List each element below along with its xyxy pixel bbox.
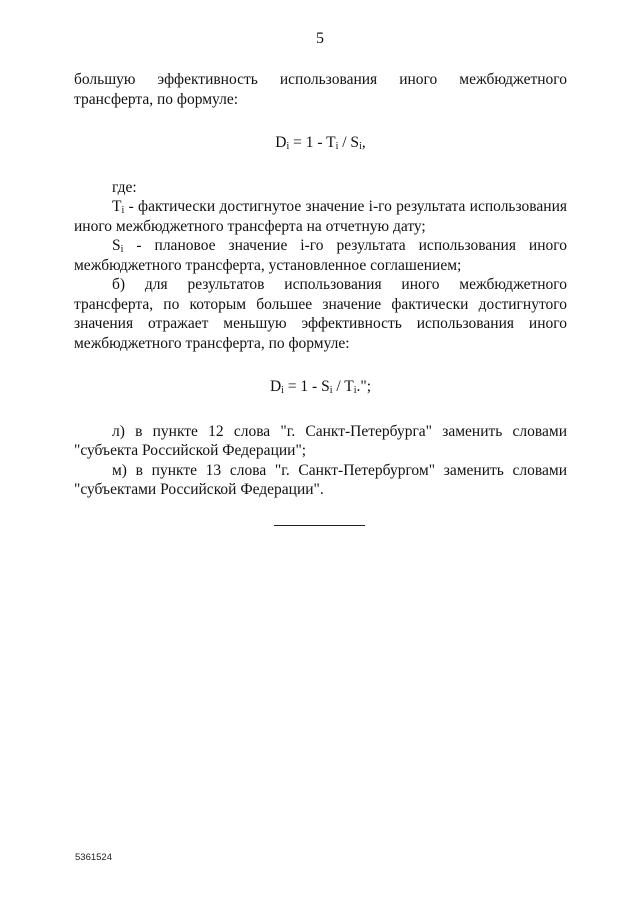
formula-1-lhs: D [275,134,287,151]
definition-t [74,197,567,236]
formula-1-s-sub: i [359,141,362,152]
definition-s [74,236,567,275]
page-number: 5 [316,30,324,47]
formula-2 [74,377,567,397]
formula-1-tail: , [361,134,366,151]
formula-1-slash: / S [338,134,360,151]
definition-s-text: - плановое значение i-го результата использования иного межбюджетного трансферта, установленное соглашением; [74,237,567,274]
section-divider-line [274,525,365,526]
formula-2-t-sub: i [353,385,357,396]
where-label: где: [112,178,137,196]
formula-2-eq: = 1 - S [283,378,330,395]
definition-t-sub: i [121,205,125,216]
formula-2-lhs: D [269,378,282,395]
formula-1-lhs-sub: i [286,141,290,152]
formula-1 [74,133,567,153]
formula-1-t-sub: i [335,141,339,152]
item-m-paragraph: м) в пункте 13 слова "г. Санкт-Петербургом" заменить словами "субъектами Российской Федерации". [74,461,567,498]
item-b-paragraph: б) для результатов использования иного межбюджетного трансферта, по которым большее значение фактически достигнутого значения отражает меньшую эффективность использования иного межбюджетного трансферта, по формуле: [74,276,567,352]
formula-2-s-sub: i [329,385,333,396]
definition-t-text: - фактически достигнутое значение i-го результата использования иного межбюджетного трансферта на отчетную дату; [74,198,567,235]
formula-2-tail: ."; [356,378,372,395]
intro-paragraph: большую эффективность использования иного межбюджетного трансферта, по формуле: [74,71,567,108]
formula-2-lhs-sub: i [281,385,284,396]
formula-2-slash: / T [332,378,354,395]
definition-t-symbol: T [112,198,122,215]
item-l-paragraph: л) в пункте 12 слова "г. Санкт-Петербурга" заменить словами "субъекта Российской Федерации"; [74,422,567,459]
formula-1-eq: = 1 - T [289,134,336,151]
definition-s-sub: i [120,244,124,255]
document-body [74,70,567,500]
definition-s-symbol: S [112,237,121,254]
document-code: 5361524 [75,852,112,863]
